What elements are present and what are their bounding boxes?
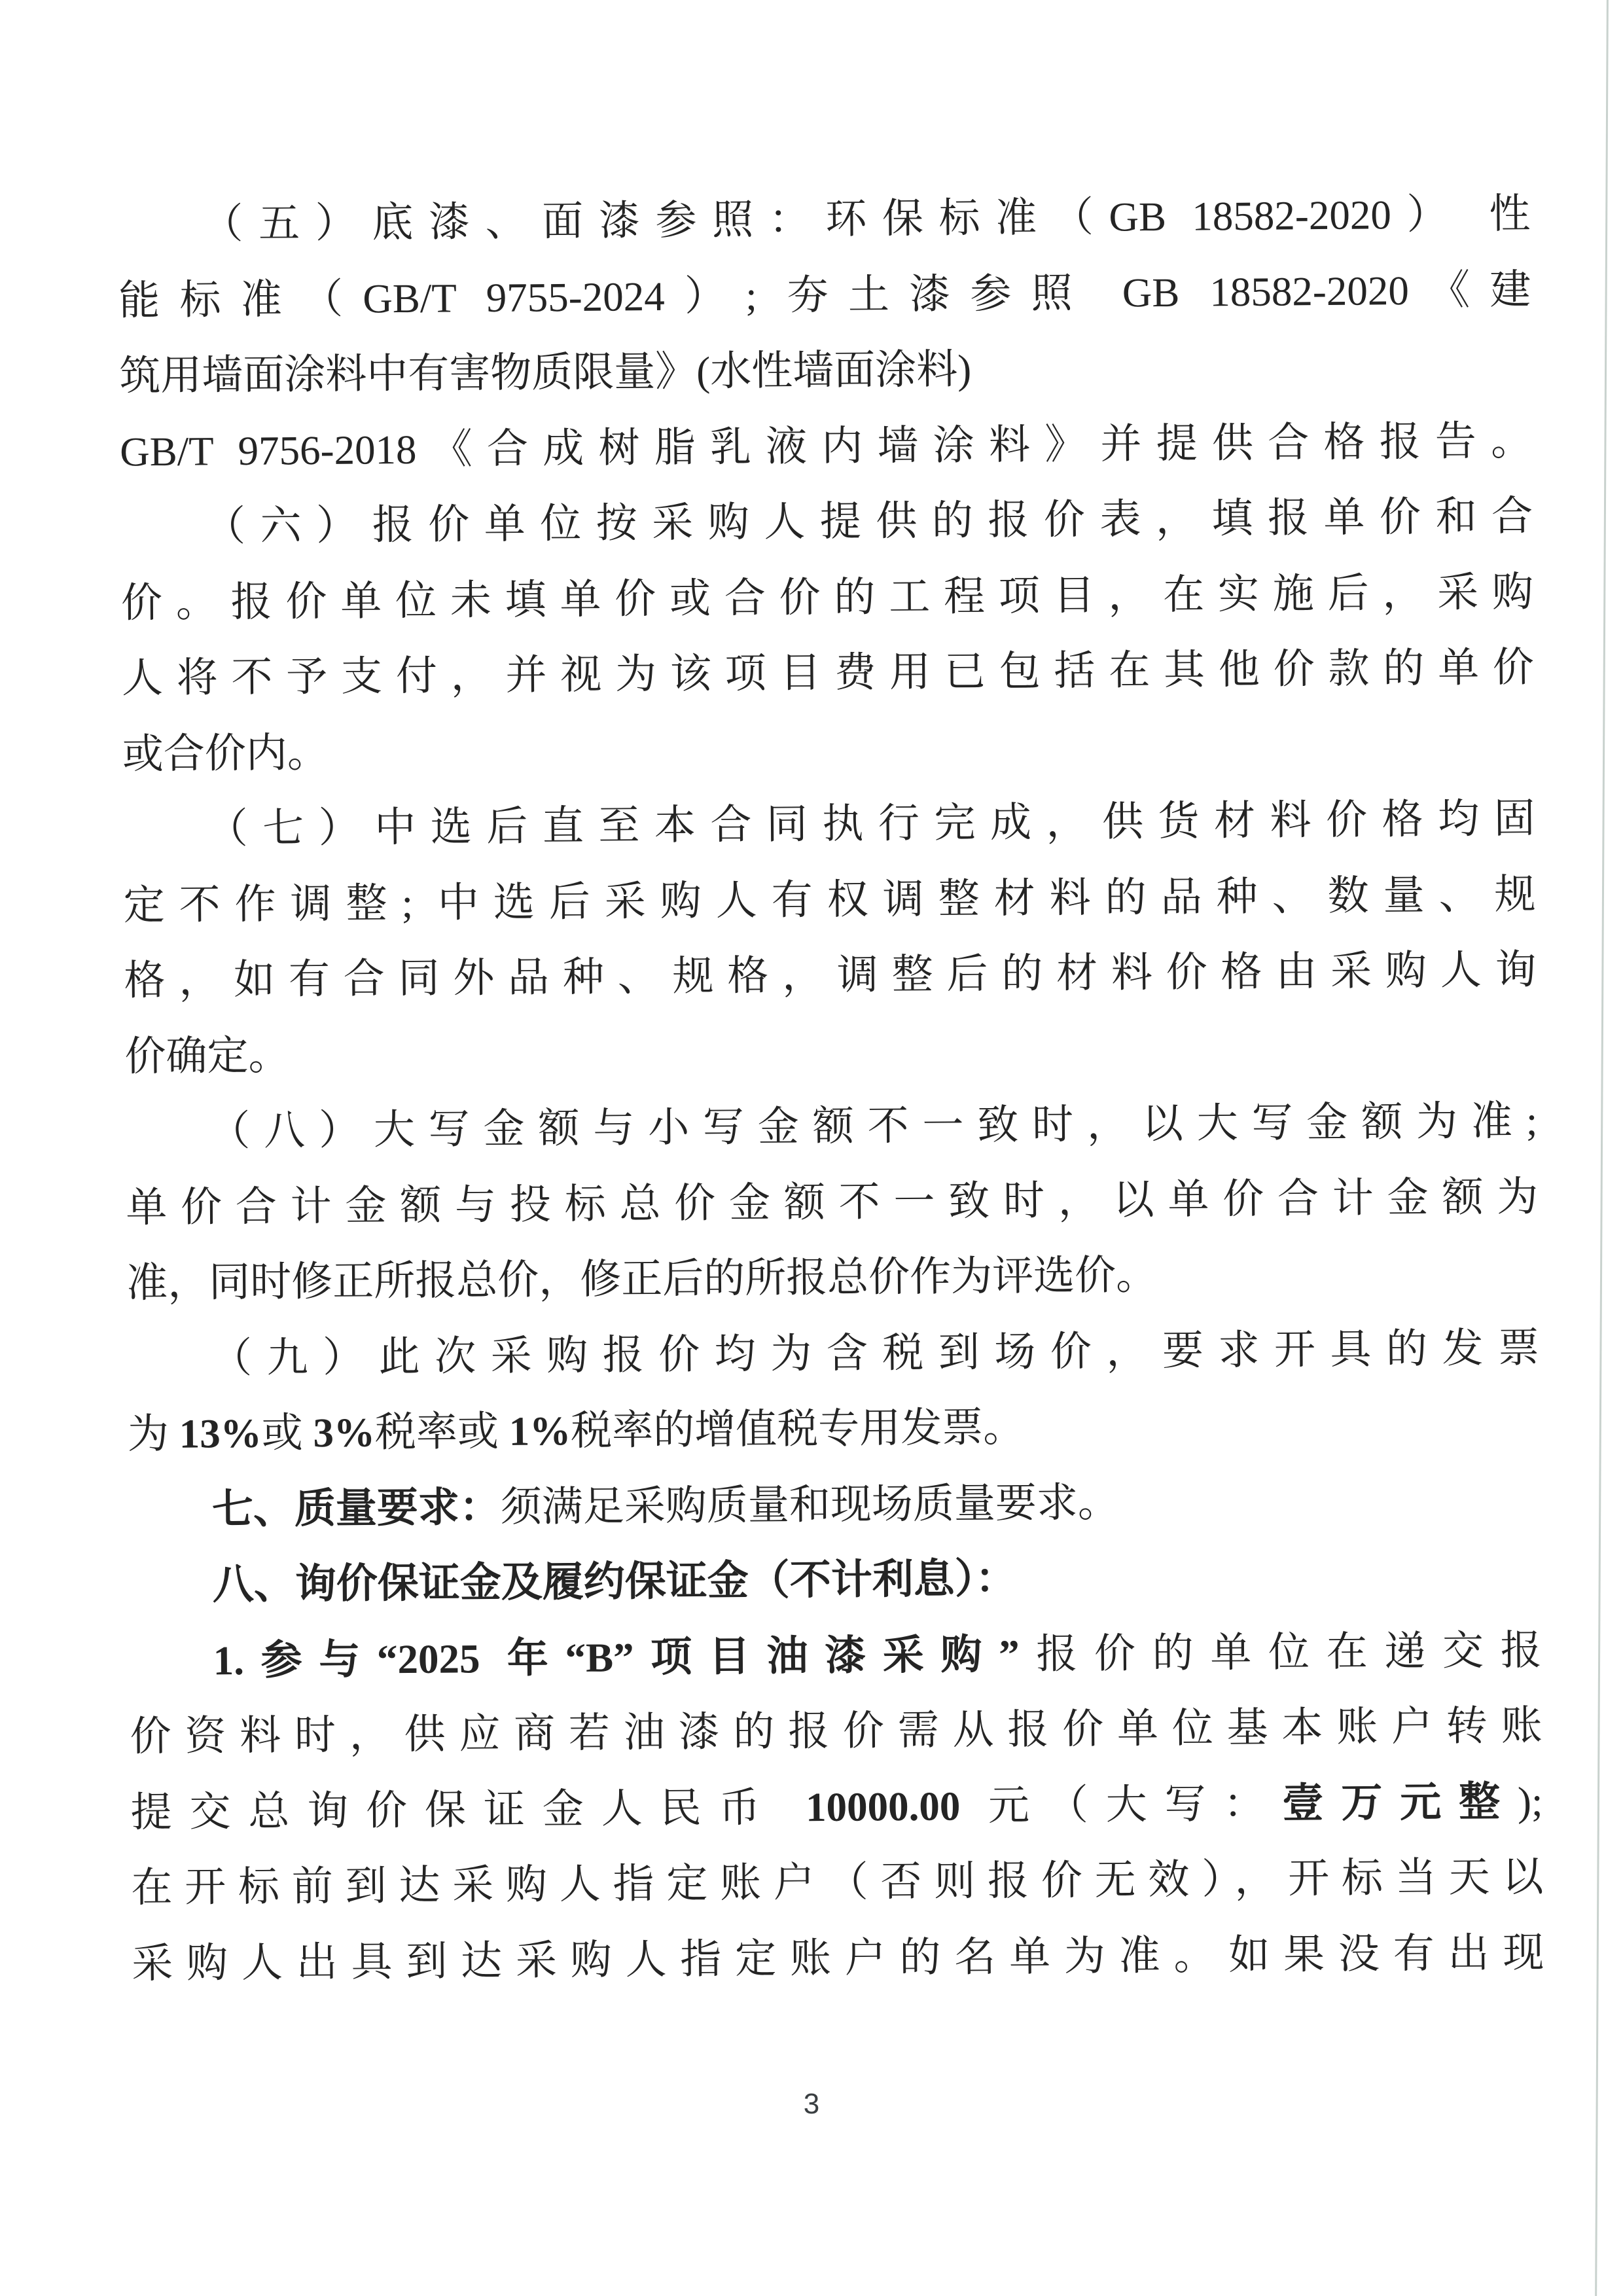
text-run: 筑用墙面涂料中有害物质限量》(水性墙面涂料) <box>119 346 972 399</box>
text-run-tax-rate-1: 1% <box>508 1408 571 1454</box>
doc-line-clause8-2 <box>126 1159 1539 1246</box>
doc-line-clause6-2 <box>121 554 1534 641</box>
doc-line-section7-quality <box>128 1462 1541 1548</box>
text-run: （六）报价单位按采购人提供的报价表，填报单价和合 <box>204 493 1533 550</box>
text-run: 采购人出具到达采购人指定账户的名单为准。如果没有出现 <box>132 1929 1544 1986</box>
text-run: 税率的增值税专用发票。 <box>570 1404 1025 1454</box>
text-run-tax-rate-13: 13% <box>179 1410 262 1457</box>
text-run: （五）底漆、面漆参照：环保标准（GB 18582-2020） 性 <box>202 190 1531 247</box>
doc-line-clause5-2 <box>118 252 1531 338</box>
text-run: GB/T 9756-2018《合成树脂乳液内墙涂料》并提供合格报告。 <box>119 418 1533 475</box>
document-body-text <box>118 177 1544 2002</box>
scanner-edge-artifact <box>1595 0 1609 2296</box>
doc-line-item1-4 <box>131 1839 1544 1926</box>
text-run: 为 <box>127 1410 180 1458</box>
text-run-tax-rate-3: 3% <box>313 1409 376 1456</box>
text-run-deposit-amount-words: 壹万元整 <box>1282 1778 1518 1827</box>
doc-line-clause6-4 <box>122 706 1535 792</box>
text-run: 能标准（GB/T 9755-2024）; 夯土漆参照 GB 18582-2020《建 <box>118 266 1531 323</box>
text-run: 格，如有合同外品种、规格，调整后的材料价格由采购人询 <box>124 946 1537 1004</box>
doc-line-clause6-3 <box>121 630 1534 717</box>
text-run: （七）中选后直至本合同执行完成，供货材料价格均固 <box>206 795 1535 852</box>
doc-line-clause9-1 <box>127 1310 1540 1397</box>
text-run: 税率或 <box>374 1408 510 1456</box>
text-run: 准，同时修正所报总价，修正后的所报总价作为评选价。 <box>126 1252 1158 1306</box>
doc-line-clause7-4 <box>124 1008 1537 1094</box>
text-run: 须满足采购质量和现场质量要求。 <box>500 1479 1120 1530</box>
doc-line-clause5-3 <box>119 328 1532 414</box>
doc-line-clause7-1 <box>122 781 1535 867</box>
text-run: 单价合计金额与投标总价金额不一致时，以单价合计金额为 <box>125 1173 1539 1230</box>
text-run: 价资料时，供应商若油漆的报价需从报价单位基本账户转账 <box>130 1702 1543 1760</box>
doc-line-section8-deposit-heading <box>128 1537 1541 1623</box>
text-run: （八）大写金额与小写金额不一致时，以大写金额为准; <box>209 1098 1538 1155</box>
doc-line-clause5-4 <box>120 403 1533 490</box>
text-run: 提交总询价保证金人民币 <box>130 1784 806 1835</box>
text-run: 在开标前到达采购人指定账户（否则报价无效），开标当天以 <box>131 1854 1544 1911</box>
doc-line-clause6-1 <box>120 479 1533 565</box>
text-run-project-name: 1.参与“2025 年“B”项目油漆采购” <box>213 1631 1020 1683</box>
section8-heading: 八、询价保证金及履约保证金（不计利息）： <box>212 1555 1017 1608</box>
doc-line-clause7-3 <box>124 932 1537 1018</box>
text-run-deposit-amount: 10000.00 <box>805 1782 989 1830</box>
text-run: ); <box>1517 1778 1543 1825</box>
doc-line-clause5-1 <box>118 177 1531 263</box>
text-run: （九）此次采购报价均为含税到场价，要求开具的发票 <box>210 1324 1540 1381</box>
doc-line-item1-3 <box>130 1764 1543 1850</box>
doc-line-clause7-2 <box>123 857 1536 943</box>
text-run: 元（大写： <box>988 1780 1283 1829</box>
doc-line-item1-5 <box>132 1915 1544 2001</box>
section7-heading: 七、质量要求： <box>211 1484 501 1532</box>
text-run: 定不作调整; 中选后采购人有权调整材料的品种、数量、规 <box>123 870 1536 928</box>
text-run: 报价的单位在递交报 <box>1019 1626 1542 1677</box>
text-run: 或合价内。 <box>122 729 329 777</box>
doc-line-item1-2 <box>130 1688 1543 1774</box>
doc-line-clause9-2 <box>128 1386 1541 1472</box>
text-run: 人将不予支付，并视为该项目费用已包括在其他价款的单价 <box>121 644 1535 702</box>
page-number: 3 <box>803 2088 820 2120</box>
text-run: 价。报价单位未填单价或合价的工程项目，在实施后，采购 <box>120 569 1534 626</box>
text-run: 或 <box>261 1410 313 1456</box>
text-run: 价确定。 <box>124 1031 290 1079</box>
doc-line-clause8-1 <box>125 1083 1538 1170</box>
doc-line-item1-1 <box>129 1613 1542 1699</box>
doc-line-clause8-3 <box>126 1234 1539 1321</box>
